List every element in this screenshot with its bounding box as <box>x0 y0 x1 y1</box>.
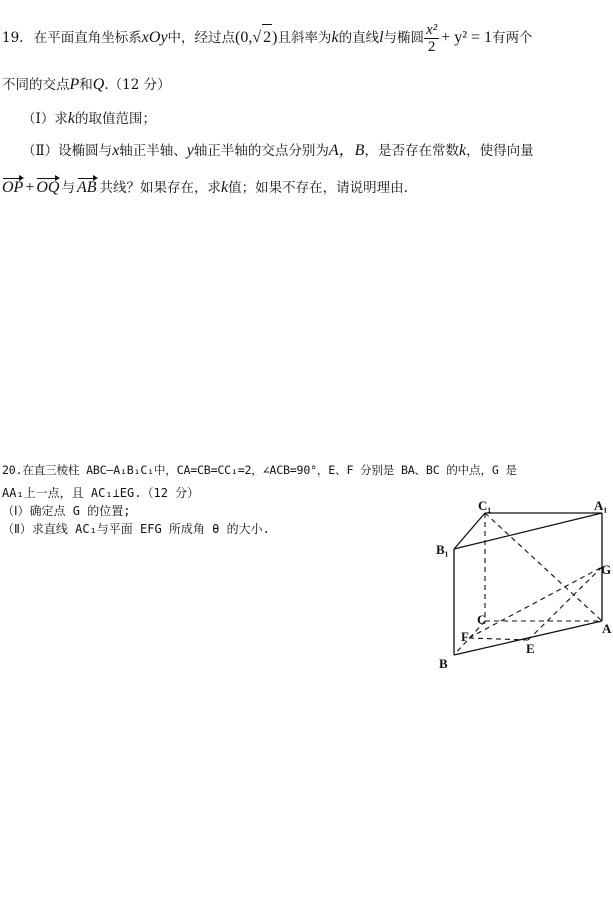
q19-k: k <box>331 29 339 46</box>
segment-FE <box>469 638 528 640</box>
q19-part1-rest: 的取值范围； <box>74 111 156 127</box>
q19-line2 <box>2 73 171 94</box>
q19-coord-sys: xOy <box>141 29 168 46</box>
label-C1: C₁ <box>478 498 492 513</box>
equation-rest: + y² = 1 <box>441 29 493 46</box>
vector-OQ: OQ <box>36 176 59 197</box>
q19-part1-label: （Ⅰ）求 <box>22 111 68 127</box>
vector-OP: OP <box>2 176 23 197</box>
q19-part3 <box>2 176 408 197</box>
label-B: B <box>439 656 448 671</box>
q19-part2-d: ，是否存在常数 <box>364 143 459 159</box>
edge-BA <box>454 621 602 655</box>
label-A: A <box>602 621 612 636</box>
q19-line2-a: 不同的交点 <box>2 77 70 93</box>
q19-line2-b: 和 <box>79 77 93 93</box>
q19-part2-b: 轴正半轴、 <box>119 143 187 159</box>
fraction-denominator: 2 <box>427 39 436 55</box>
q19-line1 <box>2 22 533 55</box>
q19-part2-k: k <box>458 142 467 159</box>
edge-C1B1 <box>454 513 485 549</box>
q20-line2: AA₁上一点，且 AC₁⊥EG.（12 分） <box>2 486 200 500</box>
label-E: E <box>526 641 535 656</box>
label-C: C <box>477 612 487 627</box>
q19-part2-e: ，使得向量 <box>466 143 534 159</box>
segment-EG <box>528 567 602 640</box>
q19-line-l: l <box>379 29 384 46</box>
label-G: G <box>601 562 612 577</box>
q19-part2 <box>22 137 534 160</box>
q19-intro-c: 且斜率为 <box>277 30 332 46</box>
q19-point-root: 2 <box>262 24 272 51</box>
vector-AB: AB <box>77 176 97 197</box>
q19-part3-a: 与 <box>61 180 75 196</box>
q19-part2-AB: A，B <box>328 142 365 159</box>
edge-B1A1 <box>454 513 602 549</box>
q19-point-close: ) <box>272 29 278 46</box>
q19-part2-x: x <box>112 142 120 159</box>
segment-AC1 <box>485 513 602 621</box>
q19-part2-c: 轴正半轴的交点分别为 <box>193 143 329 159</box>
label-A1: A₁ <box>594 498 608 513</box>
q19-number: 19. <box>2 30 24 46</box>
edge-CB <box>454 621 485 655</box>
q20-line1: 20.在直三棱柱 ABC—A₁B₁C₁中，CA=CB=CC₁=2，∠ACB=90°，E、F 分别是 BA、BC 的中点，G 是 <box>2 463 517 477</box>
label-F: F <box>461 629 469 644</box>
segment-FG <box>469 567 602 638</box>
q19-part3-k: k <box>221 179 229 196</box>
q19-line2-c: .（12 分） <box>104 77 171 93</box>
q19-intro-e: 与椭圆 <box>383 30 425 46</box>
q19-Q: Q <box>92 76 105 93</box>
ellipse-fraction <box>424 22 439 55</box>
q19-sqrt-sign: √ <box>252 29 262 46</box>
fraction-numerator: x² <box>426 22 438 38</box>
q19-part2-label: （Ⅱ）设椭圆与 <box>22 143 113 159</box>
q19-intro-f: 有两个 <box>492 30 533 46</box>
q19-part3-b: 共线？如果存在，求 <box>99 180 222 196</box>
q19-intro-d: 的直线 <box>338 30 380 46</box>
q19-part3-c: 值；如果不存在，请说明理由. <box>228 180 408 196</box>
q19-part2-y: y <box>186 142 194 159</box>
q19-P: P <box>69 76 80 93</box>
q19-part1 <box>22 107 156 128</box>
q19-part1-k: k <box>67 110 75 127</box>
q20-part2: （Ⅱ）求直线 AC₁与平面 EFG 所成角 θ 的大小. <box>2 522 270 536</box>
label-B1: B₁ <box>436 542 449 557</box>
q19-intro-b: 中，经过点 <box>167 30 236 46</box>
q19-intro-a: 在平面直角坐标系 <box>33 30 142 46</box>
q20-part1: （Ⅰ）确定点 G 的位置; <box>2 504 131 518</box>
q19-point: (0, <box>235 29 253 46</box>
plus-sign: + <box>25 179 35 196</box>
